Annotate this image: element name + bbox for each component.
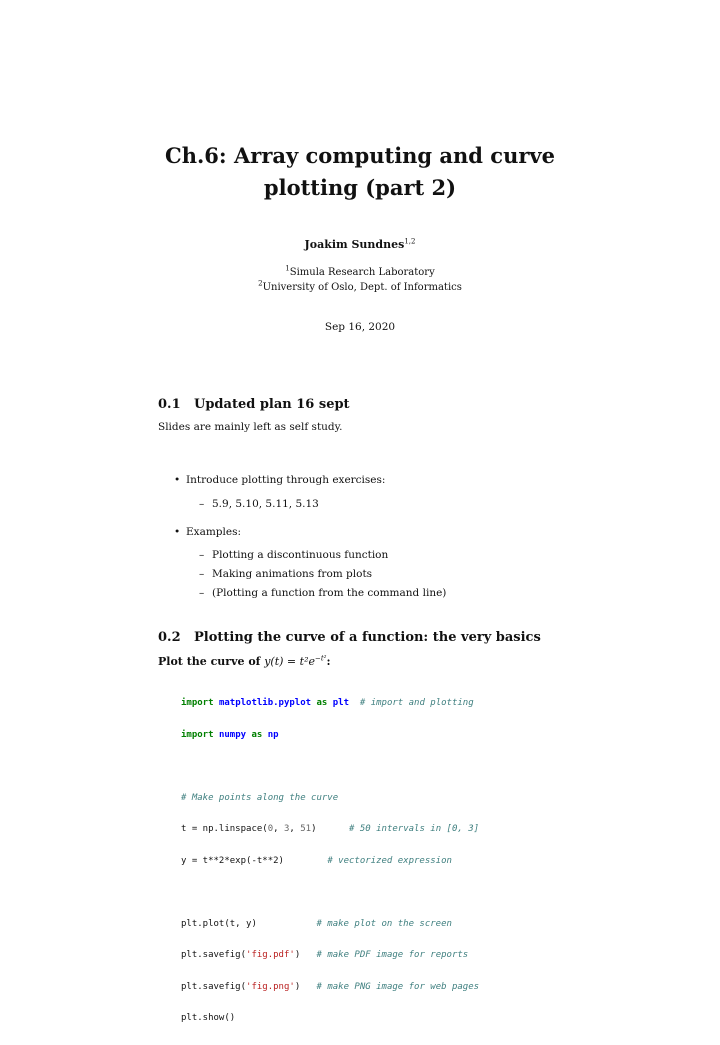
sub-bullet-text: 5.9, 5.10, 5.11, 5.13 [212,498,319,510]
plot-heading-prefix: Plot the curve of [158,655,265,668]
bullet-text: Introduce plotting through exercises: [186,474,386,486]
affiliation-text: Simula Research Laboratory [289,267,435,278]
sub-bullet-item [199,568,372,580]
section-number: 0.2 [158,630,181,645]
code-text: plt.savefig( [181,950,247,960]
code-string: 'fig.pdf' [246,950,295,960]
dash-icon: – [199,498,205,510]
code-text: , [273,824,284,834]
bullet-item [174,474,385,486]
affiliation-1 [0,264,720,278]
code-line [181,824,479,835]
title-line-2: plotting (part 2) [263,175,457,200]
code-comment: # make PDF image for reports [316,950,469,960]
math-equals: = [283,655,300,668]
code-line [181,698,479,709]
date: Sep 16, 2020 [324,321,396,333]
sub-bullet-item [199,587,446,599]
affiliation-mark: 2 [258,279,263,288]
code-block [181,677,479,1045]
code-number: 0 [267,824,274,834]
code-text: ) [294,950,301,960]
code-line [181,730,479,741]
code-text: plt.plot(t, y) [181,918,257,929]
sub-bullet-item [199,498,319,510]
dash-icon: – [199,549,205,561]
sub-bullet-text: Making animations from plots [212,568,373,580]
code-line [181,982,479,993]
author [0,238,720,251]
code-line [181,856,479,867]
code-comment: # import and plotting [359,698,474,708]
code-string: 'fig.png' [246,981,295,992]
sub-bullet-text: (Plotting a function from the command line) [212,587,447,599]
title-line-1: Ch.6: Array computing and curve [165,143,555,168]
code-text: ) [294,981,301,992]
keyword: import [181,698,214,708]
module-name: matplotlib.pyplot [218,698,312,708]
code-comment: # vectorized expression [327,855,452,866]
code-text: y = t**2*exp(-t**2) [181,855,284,866]
code-text: plt.savefig( [181,981,247,992]
section-heading-updated-plan [158,397,350,412]
code-line [181,793,479,804]
code-comment: # make PNG image for web pages [316,981,480,992]
affiliation-2 [0,279,720,293]
section-number: 0.1 [158,397,181,412]
code-line [181,919,479,930]
module-alias: np [267,729,279,740]
code-text: plt.show() [181,1013,236,1023]
math-exponent: −t² [315,654,327,663]
intro-paragraph: Slides are mainly left as self study. [158,421,343,433]
bullet-item [174,526,241,538]
code-number: 51 [300,824,312,834]
plot-heading-suffix: : [326,655,331,668]
keyword: as [316,698,328,708]
plot-heading [158,655,331,668]
code-blank-line [181,761,479,772]
math-rhs: t²e [299,655,315,668]
code-comment: # 50 intervals in [0, 3] [349,824,480,834]
affiliation-mark: 1 [285,264,290,273]
code-comment: # make plot on the screen [316,918,452,929]
keyword: as [251,729,263,740]
code-text: , [289,824,301,834]
sub-bullet-item [199,549,388,561]
section-title: Plotting the curve of a function: the very basics [194,630,541,645]
section-title: Updated plan 16 sept [194,397,350,412]
code-comment: # Make points along the curve [181,792,339,803]
code-text: t = np.linspace( [181,824,268,834]
section-heading-plotting-basics [158,630,541,645]
sub-bullet-text: Plotting a discontinuous function [212,549,389,561]
dash-icon: – [199,568,205,580]
code-line [181,950,479,961]
dash-icon: – [199,587,205,599]
module-alias: plt [332,698,350,708]
module-name: numpy [218,729,247,740]
author-affiliation-marks: 1,2 [404,237,416,246]
affiliation-text: University of Oslo, Dept. of Informatics [262,282,462,293]
bullet-icon: • [174,474,181,486]
code-blank-line [181,887,479,898]
code-line [181,1013,479,1024]
keyword: import [181,729,214,740]
bullet-icon: • [174,526,181,538]
code-text: ) [311,824,317,834]
math-lhs: y(t) [264,655,284,668]
bullet-text: Examples: [186,526,242,538]
code-number: 3 [283,824,290,834]
author-name: Joakim Sundnes [304,238,405,251]
